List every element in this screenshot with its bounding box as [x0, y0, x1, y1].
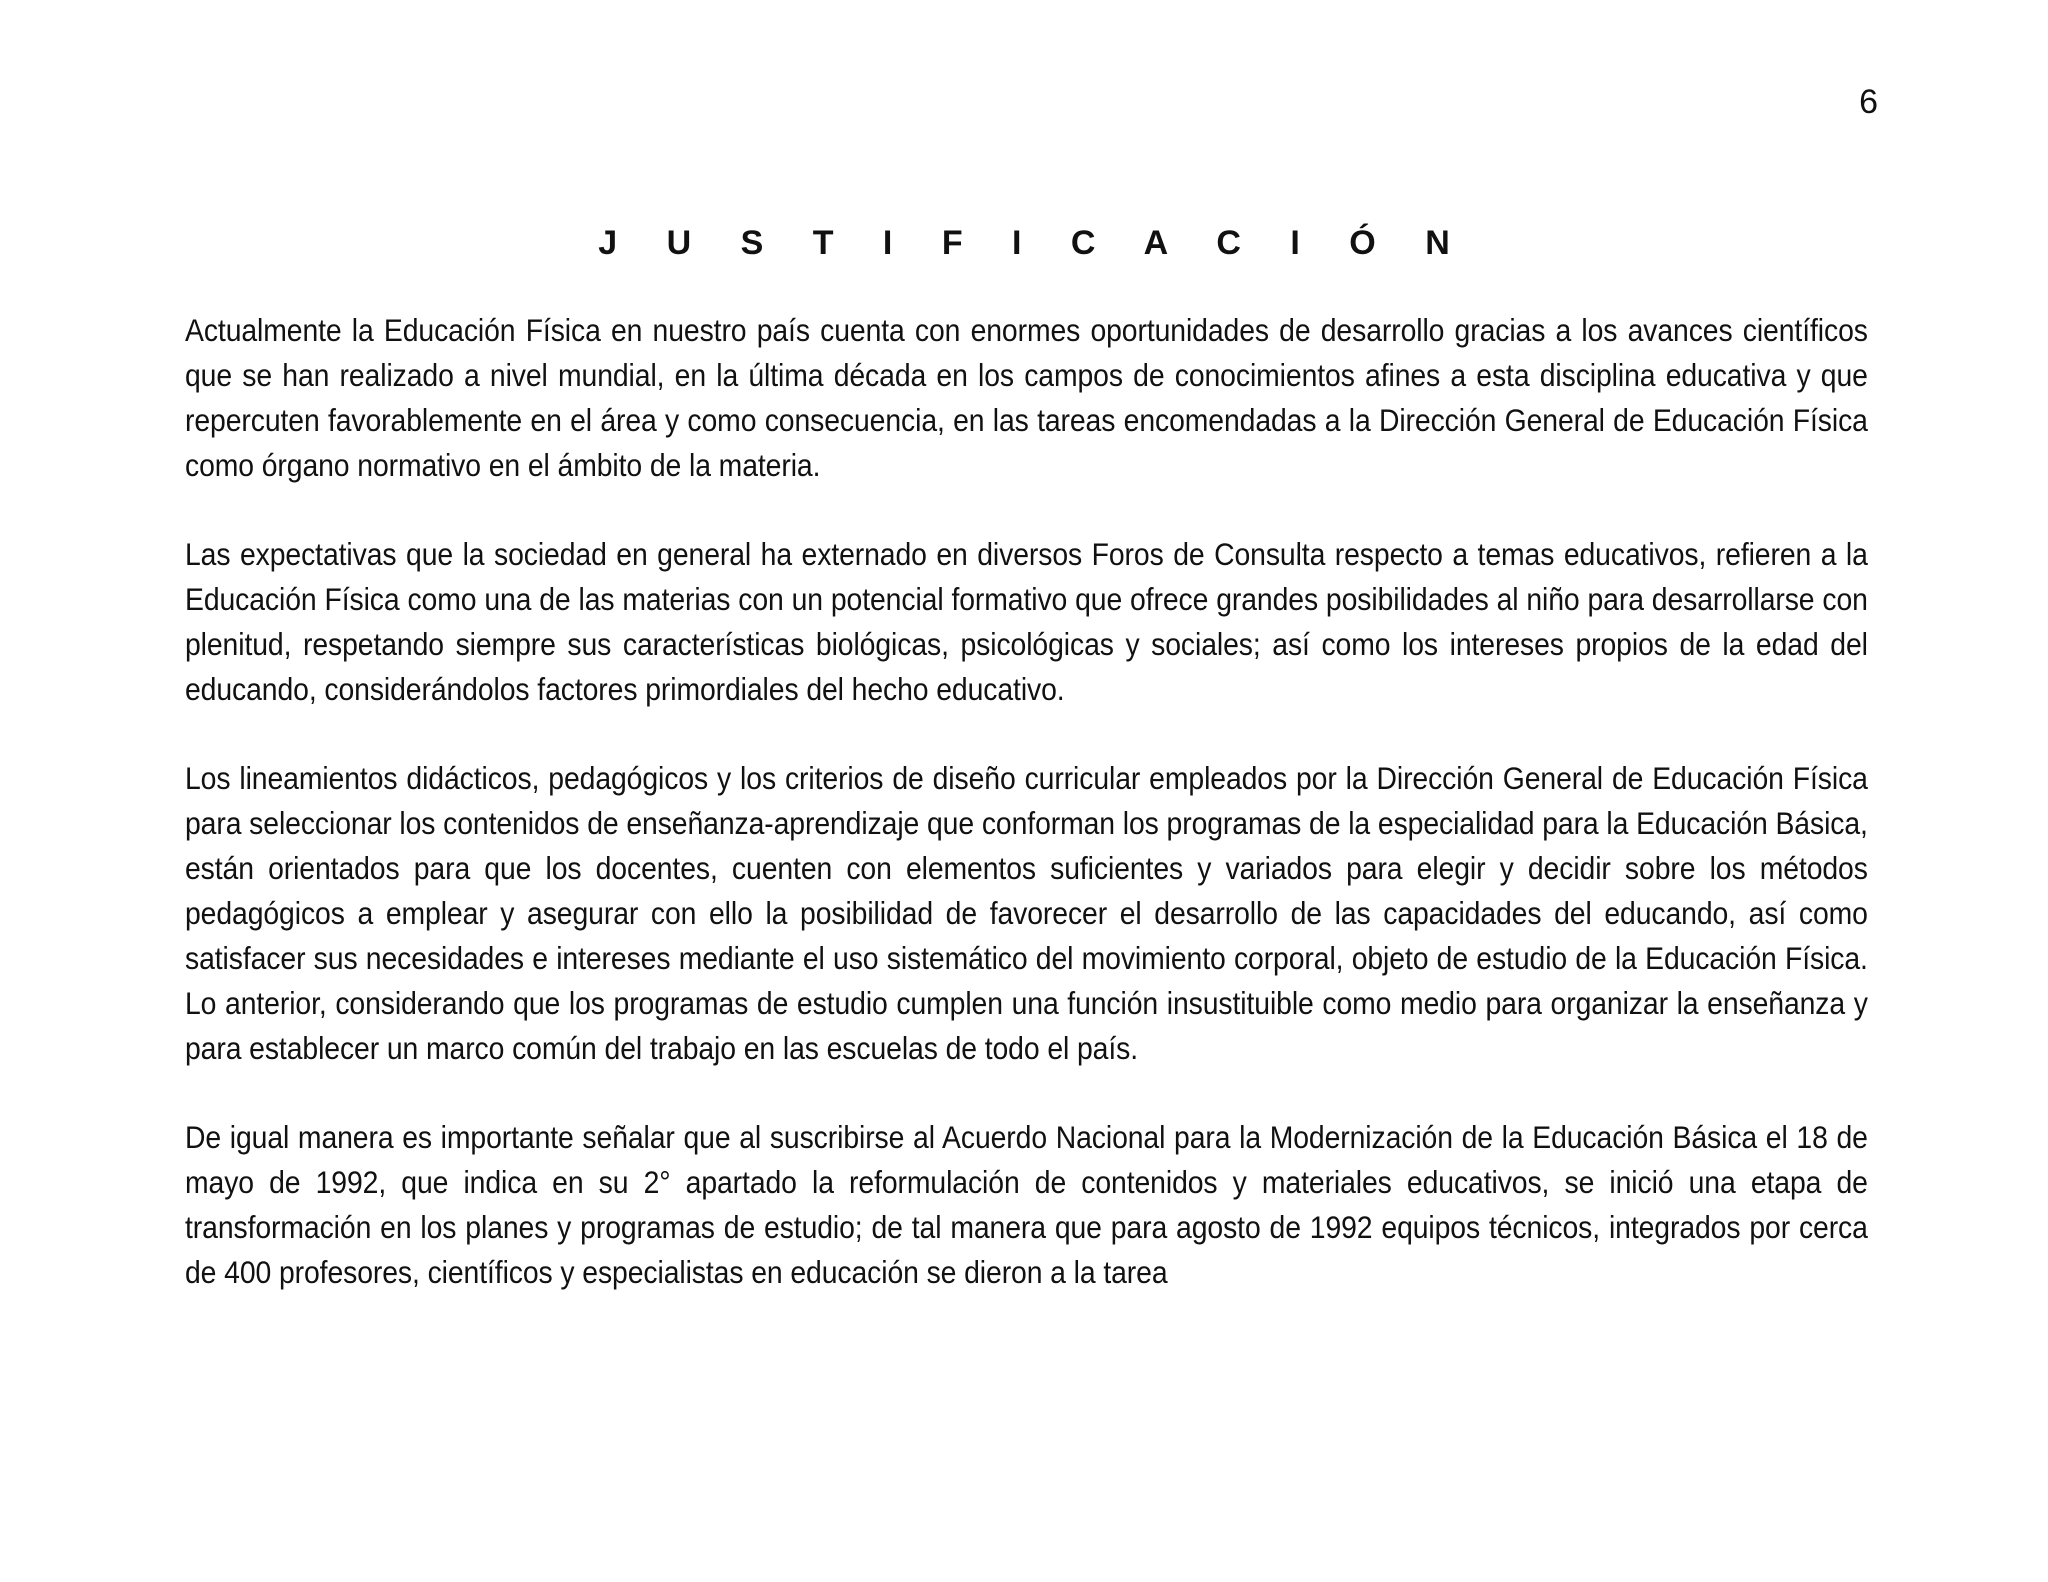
paragraph-2: Las expectativas que la sociedad en general ha externado en diversos Foros de Consulta respecto a temas educativos, refieren a la Educación Física como una de las materias con un potencial formativo que ofrece grandes posibilidades al niño para desarrollarse con plenitud, respetando siempre sus características biológicas, psicológicas y sociales; así como los intereses propios de la edad del educando, considerándolos factores primordiales del hecho educativo. — [185, 536, 1868, 707]
paragraph-3: Los lineamientos didácticos, pedagógicos y los criterios de diseño curricular empleados por la Dirección General de Educación Física para seleccionar los contenidos de enseñanza-aprendizaje que conforman los programas de la especialidad para la Educación Básica, están orientados para que los docentes, cuenten con elementos suficientes y variados para elegir y decidir sobre los métodos pedagógicos a emplear y asegurar con ello la posibilidad de favorecer el desarrollo de las capacidades del educando, así como satisfacer sus necesidades e intereses mediante el uso sistemático del movimiento corporal, objeto de estudio de la Educación Física. Lo anterior, considerando que los programas de estudio cumplen una función insustituible como medio para organizar la enseñanza y para establecer un marco común del trabajo en las escuelas de todo el país. — [185, 760, 1868, 1066]
paragraph-4: De igual manera es importante señalar que al suscribirse al Acuerdo Nacional para la Modernización de la Educación Básica el 18 de mayo de 1992, que indica en su 2° apartado la reformulación de contenidos y materiales educativos, se inició una etapa de transformación en los planes y programas de estudio; de tal manera que para agosto de 1992 equipos técnicos, integrados por cerca de 400 profesores, científicos y especialistas en educación se dieron a la tarea — [185, 1119, 1868, 1290]
body-text — [185, 308, 1868, 1339]
section-title: J U S T I F I C A C I Ó N — [598, 224, 1470, 262]
page-number: 6 — [1859, 83, 1878, 121]
paragraph-1: Actualmente la Educación Física en nuestro país cuenta con enormes oportunidades de desarrollo gracias a los avances científicos que se han realizado a nivel mundial, en la última década en los campos de conocimientos afines a esta disciplina educativa y que repercuten favorablemente en el área y como consecuencia, en las tareas encomendadas a la Dirección General de Educación Física como órgano normativo en el ámbito de la materia. — [185, 312, 1868, 483]
